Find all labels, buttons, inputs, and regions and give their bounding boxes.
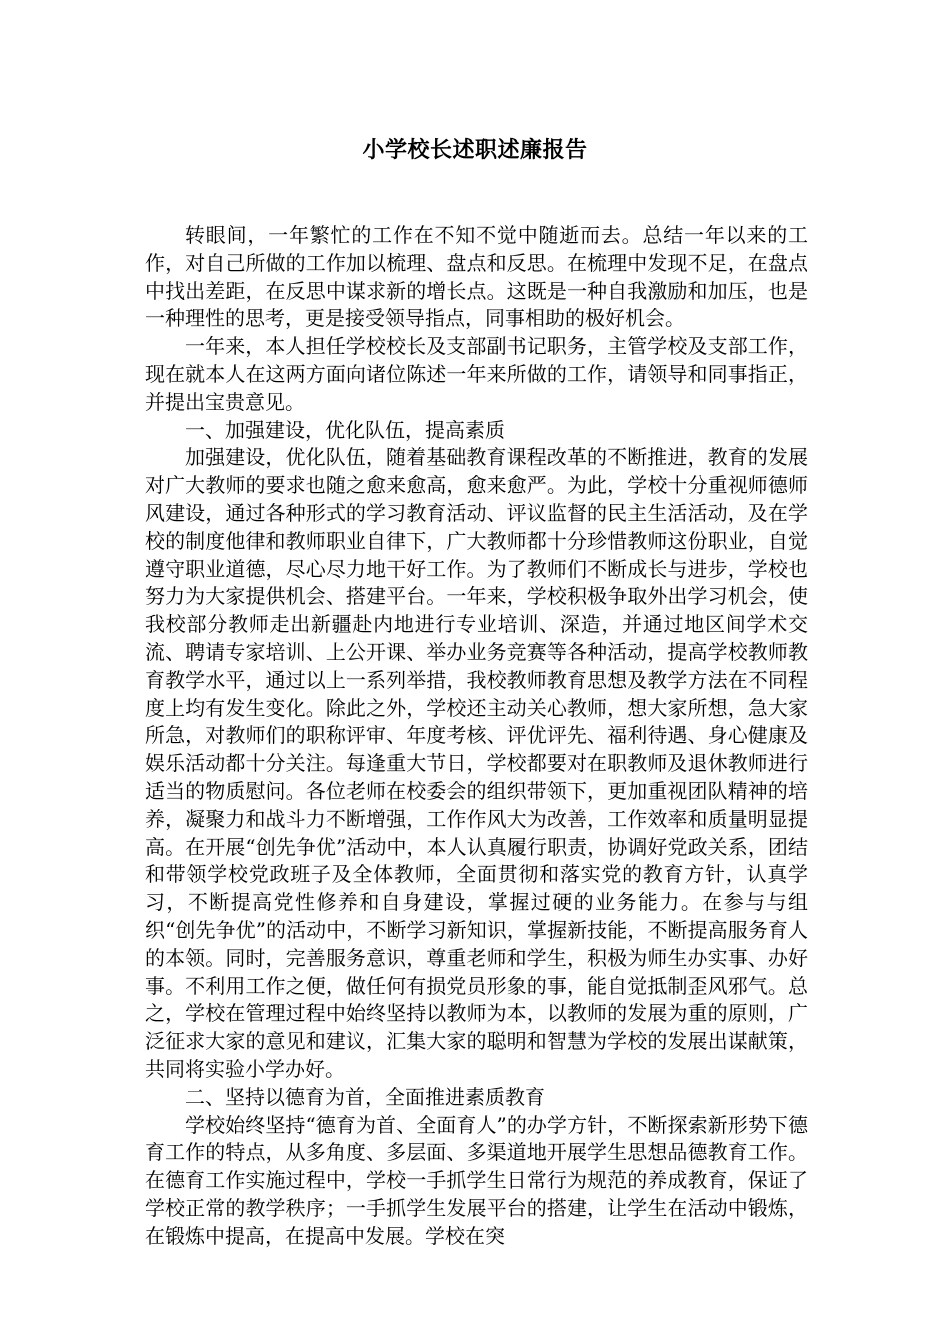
section-heading-2: 二、坚持以德育为首，全面推进素质教育 <box>185 1084 545 1109</box>
section-heading-1: 一、加强建设，优化队伍，提高素质 <box>185 417 505 442</box>
paragraph-intro: 转眼间，一年繁忙的工作在不知不觉中随逝而去。总结一年以来的工作，对自己所做的工作加以梳理、盘点和反思。在梳理中发现不足，在盘点中找出差距，在反思中谋求新的增长点。这既是一种自我激励和加压，也是一种理性的思考，更是接受领导指点，同事相助的极好机会。 <box>145 223 808 331</box>
paragraph-section-2: 学校始终坚持“德育为首、全面育人”的办学方针，不断探索新形势下德育工作的特点，从多角度、多层面、多渠道地开展学生思想品德教育工作。在德育工作实施过程中，学校一手抓学生日常行为规范的养成教育，保证了学校正常的教学秩序；一手抓学生发展平台的搭建，让学生在活动中锻炼，在锻炼中提高，在提高中发展。学校在突 <box>145 1112 808 1248</box>
paragraph-section-1: 加强建设，优化队伍，随着基础教育课程改革的不断推进，教育的发展对广大教师的要求也随之愈来愈高，愈来愈严。为此，学校十分重视师德师风建设，通过各种形式的学习教育活动、评议监督的民主生活活动，及在学校的制度他律和教师职业自律下，广大教师都十分珍惜教师这份职业，自觉遵守职业道德，尽心尽力地干好工作。为了教师们不断成长与进步，学校也努力为大家提供机会、搭建平台。一年来，学校积极争取外出学习机会，使我校部分教师走出新疆赴内地进行专业培训、深造，并通过地区间学术交流、聘请专家培训、上公开课、举办业务竞赛等各种活动，提高学校教师教育教学水平，通过以上一系列举措，我校教师教育思想及教学方法在不同程度上均有发生变化。除此之外，学校还主动关心教师，想大家所想，急大家所急，对教师们的职称评审、年度考核、评优评先、福利待遇、身心健康及娱乐活动都十分关注。每逢重大节日，学校都要对在职教师及退休教师进行适当的物质慰问。各位老师在校委会的组织带领下，更加重视团队精神的培养，凝聚力和战斗力不断增强，工作作风大为改善，工作效率和质量明显提高。在开展“创先争优”活动中，本人认真履行职责，协调好党政关系，团结和带领学校党政班子及全体教师，全面贯彻和落实党的教育方针，认真学习，不断提高党性修养和自身建设，掌握过硬的业务能力。在参与与组织“创先争优”的活动中，不断学习新知识，掌握新技能，不断提高服务育人的本领。同时，完善服务意识，尊重老师和学生，积极为师生办实事、办好事。不利用工作之便，做任何有损党员形象的事，能自觉抵制歪风邪气。总之，学校在管理过程中始终坚持以教师为本，以教师的发展为重的原则，广泛征求大家的意见和建议，汇集大家的聪明和智慧为学校的发展出谋献策，共同将实验小学办好。 <box>145 445 808 1081</box>
document-title: 小学校长述职述廉报告 <box>362 137 588 163</box>
document-body <box>145 222 808 1250</box>
paragraph-duties: 一年来，本人担任学校校长及支部副书记职务，主管学校及支部工作，现在就本人在这两方面向诸位陈述一年来所做的工作，请领导和同事指正，并提出宝贵意见。 <box>145 334 808 414</box>
